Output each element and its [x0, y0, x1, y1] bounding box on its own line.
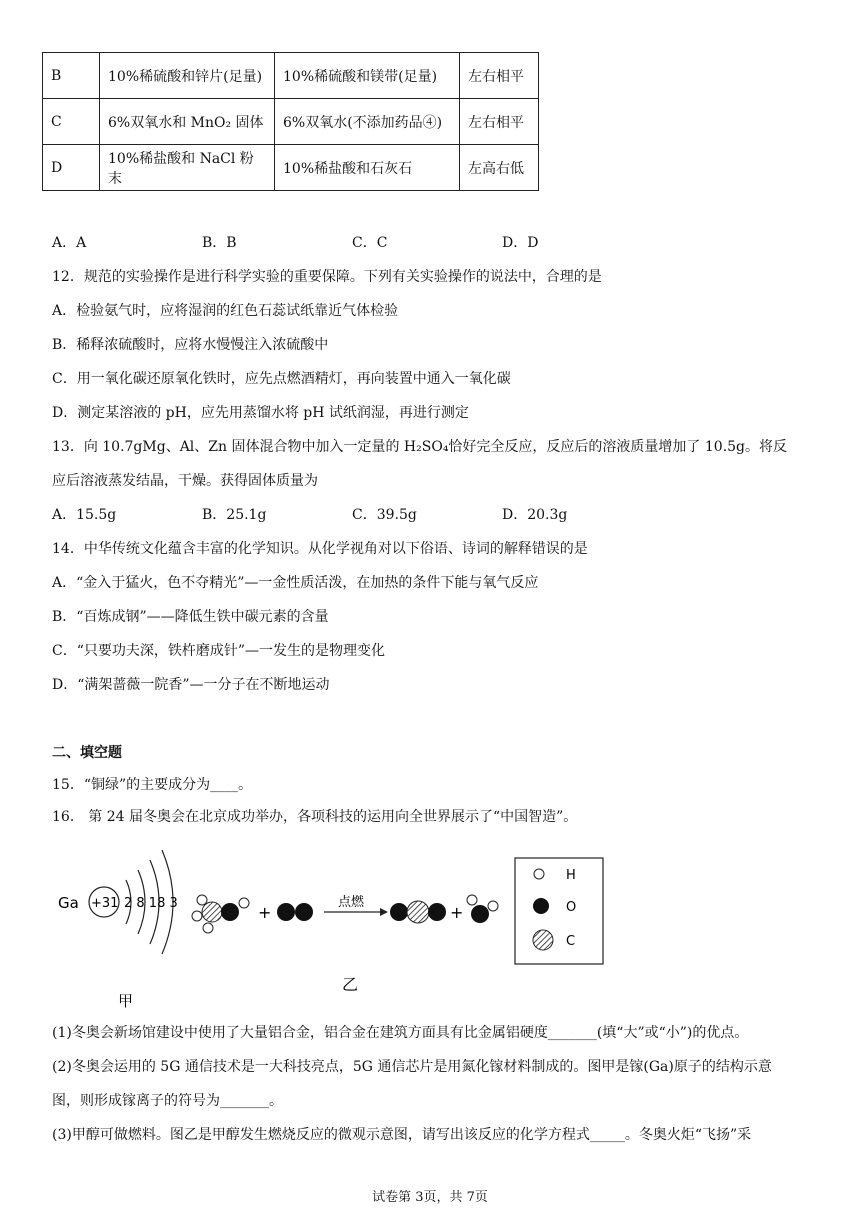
q11-option-a: A．A — [52, 235, 87, 251]
atom-legend — [515, 858, 603, 964]
q12-option-a: A．检验氨气时，应将湿润的红色石蕊试纸靠近气体检验 — [52, 303, 399, 319]
section-title: 二、填空题 — [52, 745, 122, 761]
row-label: D — [43, 145, 100, 191]
left-reagents: 10%稀硫酸和锌片(足量) — [100, 53, 275, 99]
result-cell: 左高右低 — [460, 145, 539, 191]
q16-sub2-line2: 图，则形成镓离子的符号为_______。 — [52, 1093, 283, 1109]
plus-sign: + — [450, 903, 464, 922]
options-table — [42, 52, 539, 191]
q13-option-d: D．20.3g — [502, 507, 568, 523]
table-row — [43, 145, 539, 191]
q12-option-d: D．测定某溶液的 pH，应先用蒸馏水将 pH 试纸润湿，再进行测定 — [52, 405, 469, 421]
result-cell: 左右相平 — [460, 99, 539, 145]
result-cell: 左右相平 — [460, 53, 539, 99]
q13-option-b: B．25.1g — [202, 507, 267, 523]
left-reagents: 10%稀盐酸和 NaCl 粉末 — [100, 145, 275, 191]
ga-symbol: Ga — [58, 894, 79, 912]
q11-option-c: C．C — [352, 235, 388, 251]
q13-stem-line2: 应后溶液蒸发结晶，干燥。获得固体质量为 — [52, 473, 318, 489]
q14-stem: 14．中华传统文化蕴含丰富的化学知识。从化学视角对以下俗语、诗词的解释错误的是 — [52, 541, 588, 557]
right-reagents: 10%稀盐酸和石灰石 — [275, 145, 460, 191]
methanol-combustion-diagram — [192, 894, 498, 994]
page-footer: 试卷第 3页，共 7页 — [372, 1190, 488, 1205]
legend-o: O — [566, 900, 577, 915]
q12-option-b: B．稀释浓硫酸时，应将水慢慢注入浓硫酸中 — [52, 337, 329, 353]
electron-shells: 2 8 18 3 — [124, 896, 178, 911]
q13-stem-line1: 13．向 10.7gMg、Al、Zn 固体混合物中加入一定量的 H₂SO₄恰好完全反应，反应后的溶液质量增加了 10.5g。将反 — [52, 439, 788, 455]
row-label: B — [43, 53, 100, 99]
q16-sub3: (3)甲醇可做燃料。图乙是甲醇发生燃烧反应的微观示意图，请写出该反应的化学方程式_____。冬奥火炬“飞扬”采 — [52, 1127, 752, 1143]
q16-sub1: (1)冬奥会新场馆建设中使用了大量铝合金，铝合金在建筑方面具有比金属铝硬度_______(填“大”或“小”)的优点。 — [52, 1025, 749, 1041]
right-reagents: 10%稀硫酸和镁带(足量) — [275, 53, 460, 99]
reaction-condition: 点燃 — [338, 895, 365, 910]
q14-option-b: B．“百炼成钢”——降低生铁中碳元素的含量 — [52, 609, 329, 625]
q13-option-a: A．15.5g — [52, 507, 117, 523]
q12-stem: 12．规范的实验操作是进行科学实验的重要保障。下列有关实验操作的说法中，合理的是 — [52, 269, 602, 285]
left-reagents: 6%双氧水和 MnO₂ 固体 — [100, 99, 275, 145]
right-reagents: 6%双氧水(不添加药品④) — [275, 99, 460, 145]
q11-option-b: B．B — [202, 235, 237, 251]
label-yi: 乙 — [342, 975, 359, 994]
carbon-icon — [533, 930, 553, 950]
oxygen-icon — [533, 898, 549, 914]
q13-option-c: C．39.5g — [352, 507, 417, 523]
q14-option-d: D．“满架蔷薇一院香”—一分子在不断地运动 — [52, 677, 330, 693]
label-jia: 甲 — [118, 992, 134, 1010]
q14-option-a: A．“金入于猛火，色不夺精光”—一金性质活泼，在加热的条件下能与氧气反应 — [52, 575, 539, 591]
q11-option-d: D．D — [502, 235, 539, 251]
q15-stem: 15．“铜绿”的主要成分为____。 — [52, 777, 253, 793]
legend-h: H — [566, 868, 576, 883]
q12-option-c: C．用一氧化碳还原氧化铁时，应先点燃酒精灯，再向装置中通入一氧化碳 — [52, 371, 511, 387]
q14-option-c: C．“只要功夫深，铁杵磨成针”—一发生的是物理变化 — [52, 643, 386, 659]
plus-sign: + — [258, 903, 272, 922]
q16-figure — [52, 836, 612, 1016]
hydrogen-icon — [534, 869, 544, 879]
q16-sub2-line1: (2)冬奥会运用的 5G 通信技术是一大科技亮点，5G 通信芯片是用氮化镓材料制成的。图甲是镓(Ga)原子的结构示意 — [52, 1059, 772, 1075]
table-row — [43, 53, 539, 99]
row-label: C — [43, 99, 100, 145]
table-row — [43, 99, 539, 145]
q16-stem: 16． 第 24 届冬奥会在北京成功举办，各项科技的运用向全世界展示了“中国智造”。 — [52, 809, 578, 825]
ga-atom-diagram — [58, 850, 178, 1010]
nucleus-charge: +31 — [91, 896, 119, 911]
legend-c: C — [566, 934, 576, 949]
